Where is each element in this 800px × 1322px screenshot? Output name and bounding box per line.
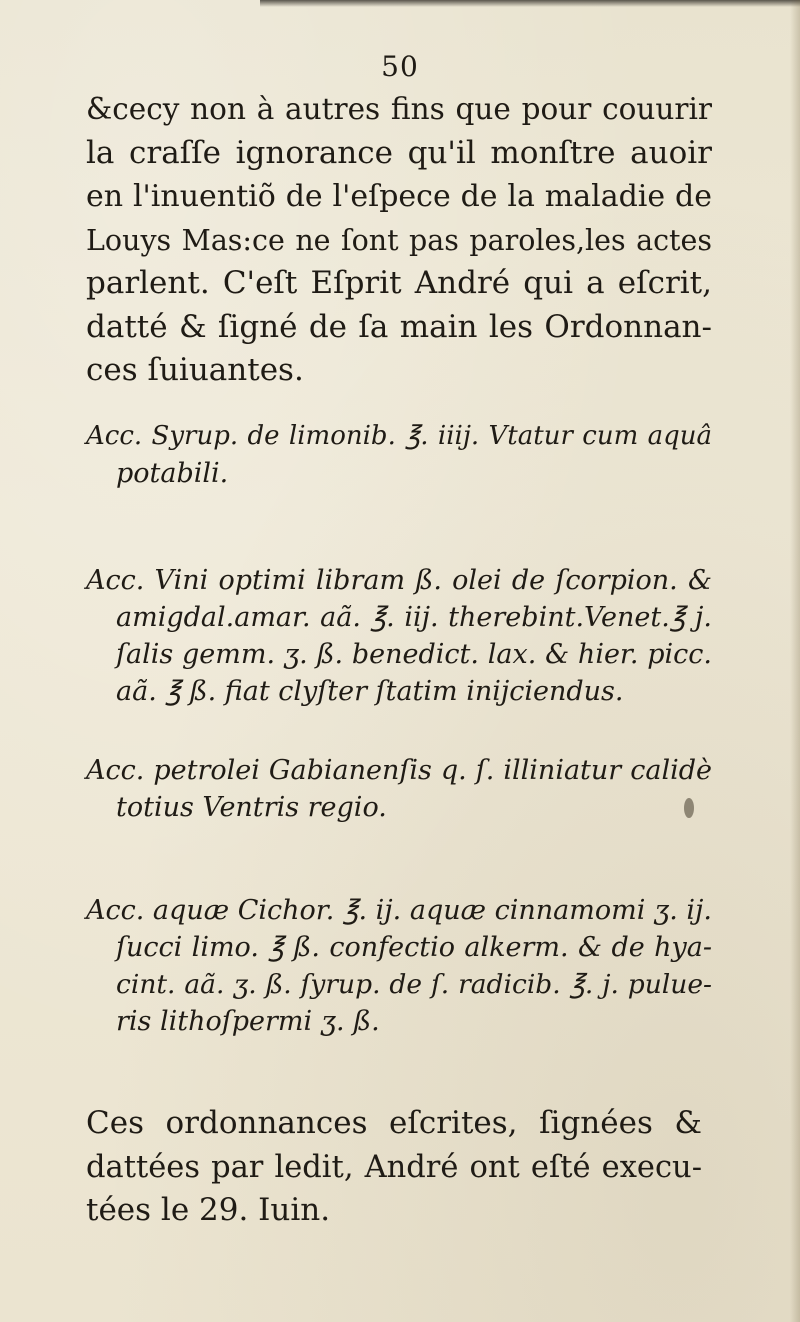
prescription-line: aã. ℥ ß. fiat clyſter ſtatim inijciendus. — [116, 676, 624, 707]
page-number: 50 — [381, 50, 419, 83]
prescription-line: Acc. petrolei Gabianenſis q. ſ. illiniatur calidè — [86, 755, 712, 786]
page-top-shadow — [260, 0, 800, 7]
prescription-line: ris lithoſpermi ʒ. ß. — [116, 1006, 380, 1037]
prescription-line: Acc. Vini optimi libram ß. olei de ſcorpion. & — [86, 565, 712, 596]
text-line: Louys Mas:ce ne ſont pas paroles,les actes — [86, 223, 712, 257]
text-line: parlent. C'eſt Eſprit André qui a eſcrit, — [86, 265, 712, 301]
intro-paragraph — [86, 88, 712, 393]
text-line: la craſſe ignorance qu'il monſtre auoir — [86, 134, 712, 171]
prescription-line: cint. aã. ʒ. ß. ſyrup. de ſ. radicib. ℥. j. pulue- — [116, 969, 712, 1000]
closing-paragraph — [86, 1102, 702, 1233]
text-line: &cecy non à autres fins que pour couurir — [86, 92, 712, 126]
text-line: ces ſuiuantes. — [86, 352, 304, 388]
prescription-line: totius Ventris regio. — [116, 792, 387, 823]
prescription-4 — [86, 892, 712, 1040]
page-edge — [790, 0, 800, 1322]
prescription-2 — [86, 562, 712, 710]
text-line: en l'inuentiõ de l'eſpece de la maladie de — [86, 179, 712, 214]
prescription-1 — [86, 418, 712, 492]
text-line: dattées par ledit, André ont eſté execu- — [86, 1149, 702, 1185]
prescription-line: Acc. aquæ Cichor. ℥. ij. aquæ cinnamomi ʒ. ij. — [86, 895, 712, 926]
prescription-line: ſalis gemm. ʒ. ß. benedict. lax. & hier. picc. — [116, 639, 712, 670]
prescription-line: ſucci limo. ℥ ß. confectio alkerm. & de hya- — [116, 932, 712, 963]
prescription-3 — [86, 752, 712, 826]
ink-blot — [684, 798, 694, 818]
text-line: tées le 29. Iuin. — [86, 1192, 331, 1228]
prescription-line: amigdal.amar. aã. ℥. iij. therebint.Venet.℥ j. — [116, 602, 712, 633]
prescription-line: potabili. — [116, 458, 229, 489]
text-line: datté & ſigné de ſa main les Ordonnan- — [86, 308, 712, 345]
text-line: Ces ordonnances eſcrites, ſignées & — [86, 1105, 702, 1141]
prescription-line: Acc. Syrup. de limonib. ℥. iiij. Vtatur cum aquâ — [86, 421, 712, 451]
